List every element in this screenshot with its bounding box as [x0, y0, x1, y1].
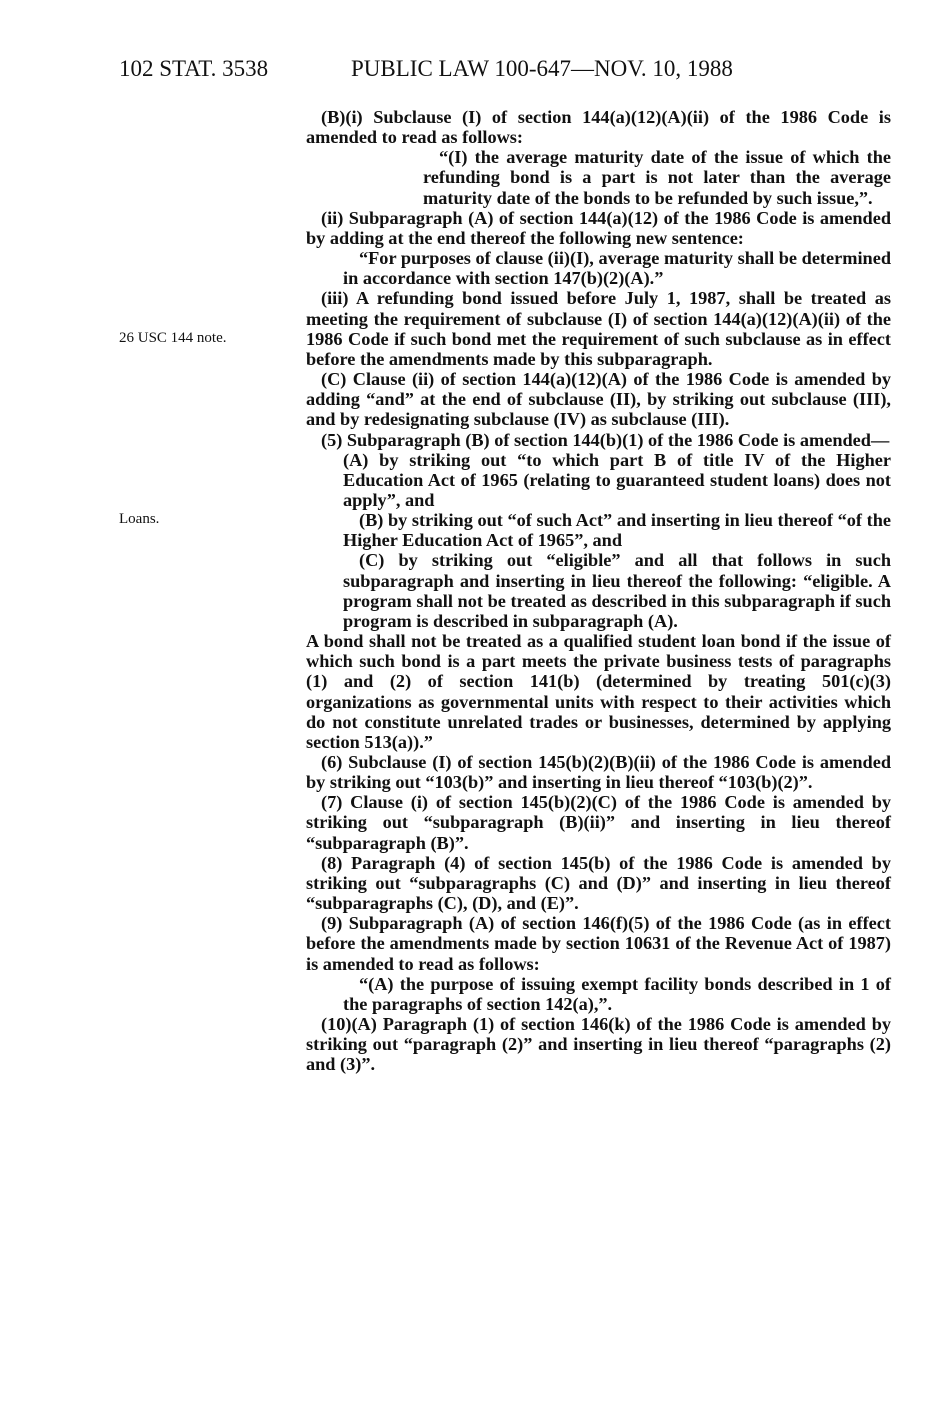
paragraph-10-a: (10)(A) Paragraph (1) of section 146(k) of the 1986 Code is amended by striking out “paragraph (2)” and inserting in lieu thereof “paragraphs (2) and (3)”. [306, 1014, 891, 1075]
paragraph-7: (7) Clause (i) of section 145(b)(2)(C) of the 1986 Code is amended by striking out “subparagraph (B)(ii)” and inserting in lieu thereof “subparagraph (B)”. [306, 792, 891, 853]
margin-note-usc: 26 USC 144 note. [119, 330, 227, 346]
paragraph-5-b: (B) by striking out “of such Act” and inserting in lieu thereof “of the Higher Education Act of 1965”, and [343, 510, 891, 551]
stat-page-number: 102 STAT. 3538 [119, 56, 269, 81]
statute-body [306, 107, 891, 1075]
quoted-subparagraph-a: “(A) the purpose of issuing exempt facility bonds described in 1 of the paragraphs of section 142(a),”. [343, 973, 891, 1014]
margin-note-loans: Loans. [119, 511, 160, 527]
quoted-sentence: “For purposes of clause (ii)(I), average maturity shall be determined in accordance with section 147(b)(2)(A).” [343, 248, 891, 289]
paragraph-iii: (iii) A refunding bond issued before July 1, 1987, shall be treated as meeting the requirement of subclause (I) of section 144(a)(12)(A)(ii) of the 1986 Code if such bond met the requirement of such subclause as in effect before the amendments made by this subparagraph. [306, 288, 891, 369]
paragraph-flush: A bond shall not be treated as a qualified student loan bond if the issue of which such bond is a part meets the private business tests of paragraphs (1) and (2) of section 141(b) (determined by treating 501(c)(3) organizations as governmental units with respect to their activities which do not constitute unrelated trades or businesses, determined by applying section 513(a)).” [306, 631, 891, 752]
page-header [119, 56, 899, 86]
paragraph-6: (6) Subclause (I) of section 145(b)(2)(B)(ii) of the 1986 Code is amended by striking out “103(b)” and inserting in lieu thereof “103(b)(2)”. [306, 752, 891, 793]
paragraph-8: (8) Paragraph (4) of section 145(b) of the 1986 Code is amended by striking out “subparagraphs (C) and (D)” and inserting in lieu thereof “subparagraphs (C), (D), and (E)”. [306, 852, 891, 914]
paragraph-b-i: (B)(i) Subclause (I) of section 144(a)(12)(A)(ii) of the 1986 Code is amended to read as follows: [306, 107, 891, 148]
running-head: PUBLIC LAW 100-647—NOV. 10, 1988 [351, 56, 733, 81]
paragraph-5-c: (C) by striking out “eligible” and all that follows in such subparagraph and inserting in lieu thereof the following: “eligible. A program shall not be treated as described in this subparagraph if such program is described in subparagraph (A). [343, 550, 891, 631]
paragraph-5: (5) Subparagraph (B) of section 144(b)(1) of the 1986 Code is amended— [321, 429, 890, 450]
paragraph-ii: (ii) Subparagraph (A) of section 144(a)(12) of the 1986 Code is amended by adding at the end thereof the following new sentence: [306, 207, 891, 248]
paragraph-c: (C) Clause (ii) of section 144(a)(12)(A) of the 1986 Code is amended by adding “and” at the end of subclause (II), by striking out subclause (III), and by redesignating subclause (IV) as subclause (III). [306, 369, 891, 430]
paragraph-5-a: (A) by striking out “to which part B of title IV of the Higher Education Act of 1965 (relating to guaranteed student loans) does not apply”, and [343, 449, 891, 510]
quoted-subclause-i: “(I) the average maturity date of the issue of which the refunding bond is a part is not later than the average maturity date of the bonds to be refunded by such issue,”. [423, 147, 891, 208]
paragraph-9: (9) Subparagraph (A) of section 146(f)(5) of the 1986 Code (as in effect before the amendments made by section 10631 of the Revenue Act of 1987) is amended to read as follows: [306, 913, 891, 974]
